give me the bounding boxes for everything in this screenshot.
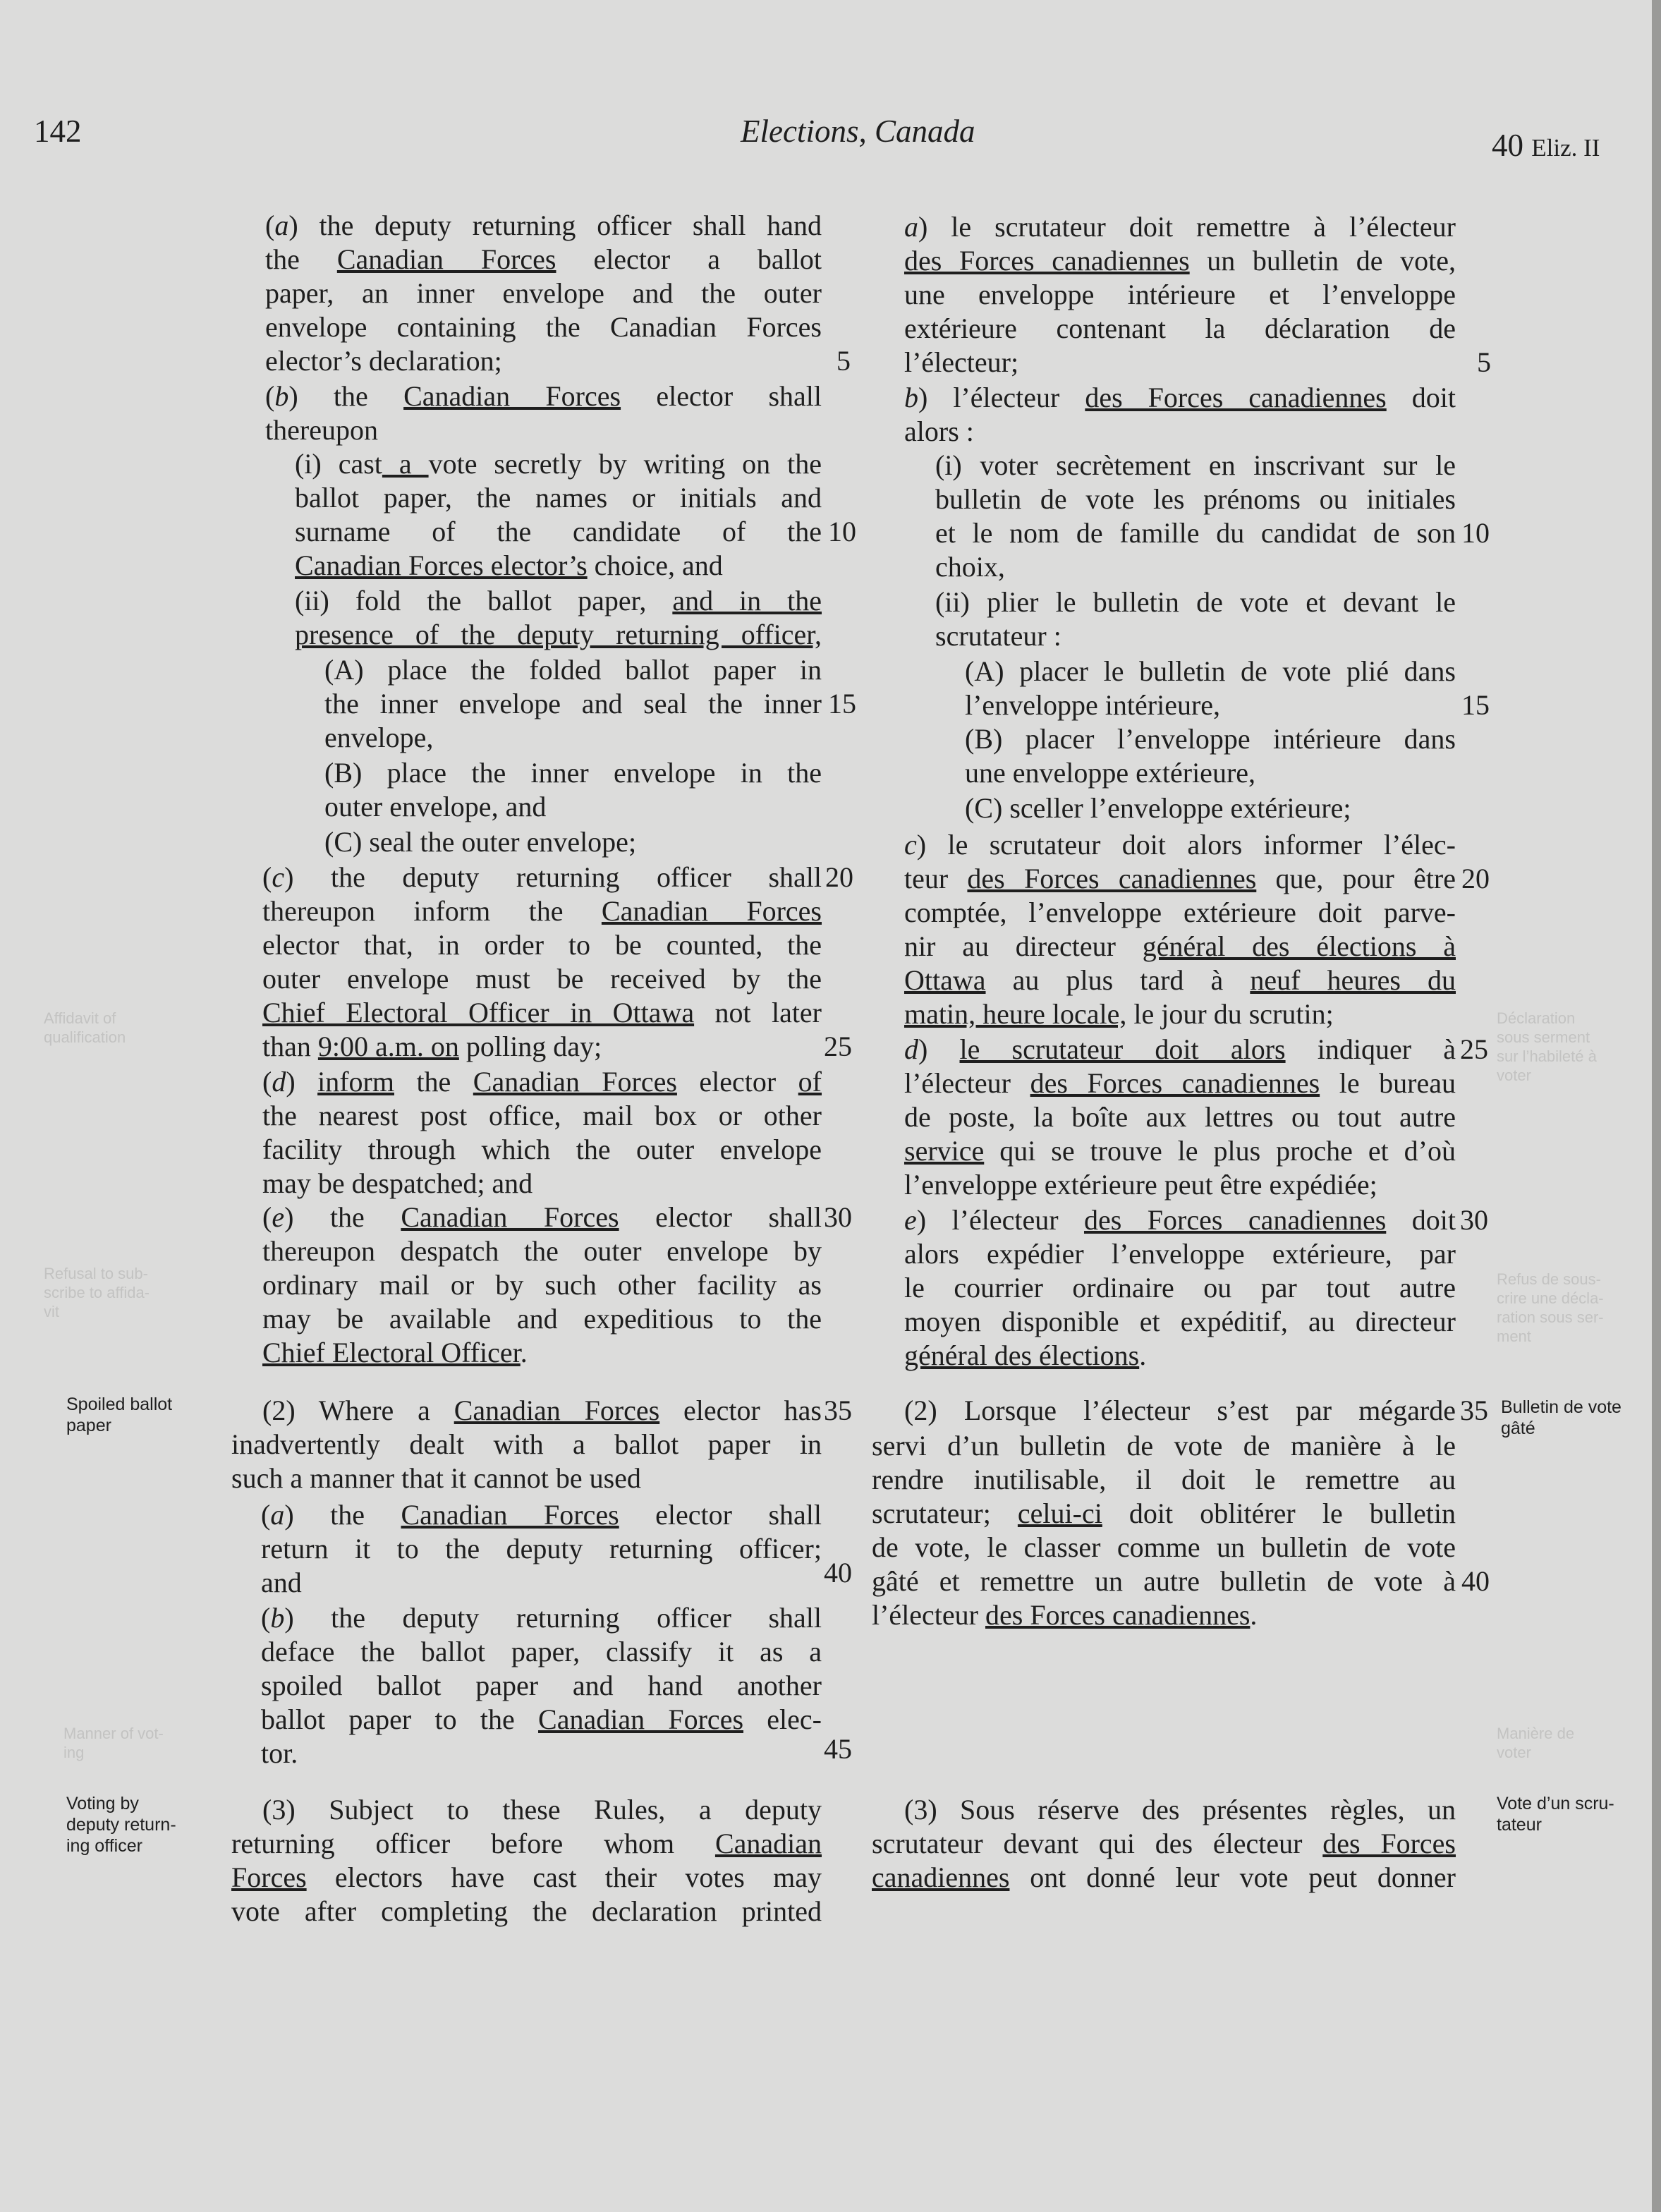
english-text-line: the Canadian Forces elector a ballot xyxy=(265,243,822,275)
line-number: 35 xyxy=(1460,1394,1488,1426)
line-number: 30 xyxy=(824,1201,852,1233)
regnal-name: Eliz. II xyxy=(1531,134,1600,162)
english-text-line: (A) place the folded ballot paper in xyxy=(324,654,822,686)
margin-note-line: tateur xyxy=(1497,1815,1542,1835)
margin-note-vote-scrutateur xyxy=(1497,1793,1614,1835)
ghost-note xyxy=(63,1724,164,1762)
ghost-line: vit xyxy=(44,1303,59,1320)
french-text-line: e) l’électeur des Forces canadiennes doit xyxy=(904,1204,1456,1236)
english-text-line: ballot paper to the Canadian Forces elec- xyxy=(261,1703,822,1735)
line-number: 10 xyxy=(1461,517,1490,549)
running-title: Elections, Canada xyxy=(741,114,975,149)
margin-note-line: gâté xyxy=(1501,1418,1535,1438)
french-text-line: l’électeur des Forces canadiennes le bureau xyxy=(904,1067,1456,1099)
french-text-line: canadiennes ont donné leur vote peut donner xyxy=(872,1861,1456,1893)
french-text-line: (B) placer l’enveloppe intérieure dans xyxy=(965,723,1456,755)
english-text-line: and xyxy=(261,1567,302,1598)
ghost-line: Refusal to sub- xyxy=(44,1265,148,1282)
english-text-line: may be available and expeditious to the xyxy=(262,1303,822,1335)
english-text-line: (2) Where a Canadian Forces elector has xyxy=(262,1394,822,1426)
ghost-line: Manière de xyxy=(1497,1725,1575,1742)
line-number: 25 xyxy=(824,1031,852,1062)
english-text-line: (e) the Canadian Forces elector shall xyxy=(262,1201,822,1233)
margin-note-bulletin-gate xyxy=(1501,1397,1622,1439)
french-text-line: alors expédier l’enveloppe extérieure, par xyxy=(904,1238,1456,1270)
french-text-line: (2) Lorsque l’électeur s’est par mégarde xyxy=(904,1394,1456,1426)
line-number: 20 xyxy=(1461,863,1490,894)
english-text-line: tor. xyxy=(261,1737,298,1769)
french-text-line: (i) voter secrètement en inscrivant sur le xyxy=(935,449,1456,481)
english-text-line: surname of the candidate of the xyxy=(295,516,822,547)
ghost-line: Refus de sous- xyxy=(1497,1270,1601,1288)
french-text-line: l’enveloppe extérieure peut être expédiée; xyxy=(904,1169,1377,1201)
english-text-line: spoiled ballot paper and hand another xyxy=(261,1670,822,1701)
english-text-line: Canadian Forces elector’s choice, and xyxy=(295,549,723,581)
margin-note-line: Voting by xyxy=(66,1794,139,1813)
french-text-line: général des élections. xyxy=(904,1339,1147,1371)
english-text-line: the inner envelope and seal the inner xyxy=(324,688,822,719)
french-text-line: moyen disponible et expéditif, au directeur xyxy=(904,1306,1456,1337)
line-number: 40 xyxy=(1461,1565,1490,1597)
line-number: 15 xyxy=(1461,689,1490,721)
line-number: 25 xyxy=(1460,1033,1488,1065)
line-number: 40 xyxy=(824,1557,852,1588)
ghost-line: scribe to affida- xyxy=(44,1284,150,1301)
english-text-line: may be despatched; and xyxy=(262,1167,533,1199)
margin-note-line: Bulletin de vote xyxy=(1501,1397,1622,1417)
line-number: 10 xyxy=(828,516,856,547)
line-number: 45 xyxy=(824,1733,852,1765)
english-text-line: ordinary mail or by such other facility as xyxy=(262,1269,822,1301)
english-text-line: return it to the deputy returning officer; xyxy=(261,1533,822,1564)
french-text-line: une enveloppe intérieure et l’enveloppe xyxy=(904,279,1456,310)
ghost-line: sur l’habileté à xyxy=(1497,1047,1597,1065)
ghost-note xyxy=(1497,1724,1574,1762)
french-text-line: teur des Forces canadiennes que, pour être xyxy=(904,863,1456,894)
line-number: 20 xyxy=(825,861,853,893)
english-text-line: (b) the Canadian Forces elector shall xyxy=(265,380,822,412)
french-text-line: nir au directeur général des élections à xyxy=(904,930,1456,962)
french-text-line: (A) placer le bulletin de vote plié dans xyxy=(965,655,1456,687)
english-text-line: (a) the deputy returning officer shall hand xyxy=(265,209,822,241)
french-text-line: service qui se trouve le plus proche et d’où xyxy=(904,1135,1456,1167)
ghost-line: Manner of vot- xyxy=(63,1725,164,1742)
french-text-line: c) le scrutateur doit alors informer l’élec- xyxy=(904,829,1456,861)
english-text-line: than 9:00 a.m. on polling day; xyxy=(262,1031,602,1062)
english-text-line: (d) inform the Canadian Forces elector of xyxy=(262,1066,822,1098)
english-text-line: (3) Subject to these Rules, a deputy xyxy=(262,1794,822,1825)
french-text-line: (C) sceller l’enveloppe extérieure; xyxy=(965,792,1351,824)
line-number: 15 xyxy=(828,688,856,719)
french-text-line: des Forces canadiennes un bulletin de vote, xyxy=(904,245,1456,276)
regnal-year xyxy=(1492,126,1600,168)
french-text-line: l’électeur des Forces canadiennes. xyxy=(872,1599,1258,1631)
french-text-line: le courrier ordinaire ou par tout autre xyxy=(904,1272,1456,1304)
ghost-line: qualification xyxy=(44,1028,126,1046)
margin-note-spoiled-ballot xyxy=(66,1394,172,1436)
french-text-line: b) l’électeur des Forces canadiennes doit xyxy=(904,382,1456,413)
english-text-line: envelope containing the Canadian Forces xyxy=(265,311,822,343)
line-number: 30 xyxy=(1460,1204,1488,1236)
english-text-line: thereupon despatch the outer envelope by xyxy=(262,1235,822,1267)
ghost-line: voter xyxy=(1497,1744,1531,1761)
english-text-line: (a) the Canadian Forces elector shall xyxy=(261,1499,822,1531)
french-text-line: extérieure contenant la déclaration de xyxy=(904,312,1456,344)
french-text-line: scrutateur; celui-ci doit oblitérer le bulletin xyxy=(872,1497,1456,1529)
english-text-line: (B) place the inner envelope in the xyxy=(324,757,822,789)
ghost-line: sous serment xyxy=(1497,1028,1590,1046)
french-text-line: comptée, l’enveloppe extérieure doit parve- xyxy=(904,897,1456,928)
english-text-line: (ii) fold the ballot paper, and in the xyxy=(295,585,822,616)
french-text-line: l’enveloppe intérieure, xyxy=(965,689,1221,721)
ghost-note xyxy=(44,1009,126,1047)
french-text-line: d) le scrutateur doit alors indiquer à xyxy=(904,1033,1456,1065)
french-text-line: gâté et remettre un autre bulletin de vote à xyxy=(872,1565,1456,1597)
french-text-line: (ii) plier le bulletin de vote et devant le xyxy=(935,586,1456,618)
ghost-line: crire une décla- xyxy=(1497,1289,1604,1307)
english-text-line: the nearest post office, mail box or other xyxy=(262,1100,822,1131)
english-text-line: elector that, in order to be counted, the xyxy=(262,929,822,961)
french-text-line: et le nom de famille du candidat de son xyxy=(935,517,1456,549)
english-text-line: such a manner that it cannot be used xyxy=(231,1462,641,1494)
french-text-line: a) le scrutateur doit remettre à l’électeur xyxy=(904,211,1456,243)
line-number: 5 xyxy=(1477,346,1491,378)
english-text-line: paper, an inner envelope and the outer xyxy=(265,277,822,309)
english-text-line: (i) cast a vote secretly by writing on the xyxy=(295,448,822,480)
english-text-line: Chief Electoral Officer. xyxy=(262,1337,528,1368)
ghost-line: Déclaration xyxy=(1497,1009,1576,1027)
english-text-line: outer envelope, and xyxy=(324,791,547,822)
english-text-line: thereupon xyxy=(265,414,378,446)
english-text-line: Forces electors have cast their votes may xyxy=(231,1861,822,1893)
english-text-line: facility through which the outer envelope xyxy=(262,1134,822,1165)
english-text-line: ballot paper, the names or initials and xyxy=(295,482,822,514)
ghost-note xyxy=(1497,1009,1597,1085)
french-text-line: choix, xyxy=(935,551,1005,583)
english-text-line: elector’s declaration; xyxy=(265,345,502,377)
ghost-line: ration sous ser- xyxy=(1497,1308,1604,1326)
french-text-line: scrutateur : xyxy=(935,620,1061,652)
margin-note-line: ing officer xyxy=(66,1836,142,1856)
english-text-line: returning officer before whom Canadian xyxy=(231,1828,822,1859)
ghost-note xyxy=(44,1264,150,1321)
french-text-line: rendre inutilisable, il doit le remettre au xyxy=(872,1464,1456,1495)
english-text-line: deface the ballot paper, classify it as a xyxy=(261,1636,822,1667)
english-text-line: Chief Electoral Officer in Ottawa not later xyxy=(262,997,822,1028)
french-text-line: bulletin de vote les prénoms ou initiales xyxy=(935,483,1456,515)
ghost-note xyxy=(1497,1270,1604,1346)
margin-note-line: deputy return- xyxy=(66,1815,176,1835)
ghost-line: ment xyxy=(1497,1327,1531,1345)
page-number: 142 xyxy=(34,114,82,149)
english-text-line: (C) seal the outer envelope; xyxy=(324,826,637,858)
english-text-line: (b) the deputy returning officer shall xyxy=(261,1602,822,1634)
english-text-line: envelope, xyxy=(324,722,434,753)
line-number: 5 xyxy=(836,345,851,377)
french-text-line: de poste, la boîte aux lettres ou tout autre xyxy=(904,1101,1456,1133)
french-text-line: une enveloppe extérieure, xyxy=(965,757,1256,789)
french-text-line: scrutateur devant qui des électeur des Forces xyxy=(872,1828,1456,1859)
french-text-line: alors : xyxy=(904,415,974,447)
english-text-line: inadvertently dealt with a ballot paper in xyxy=(231,1428,822,1460)
english-text-line: thereupon inform the Canadian Forces xyxy=(262,895,822,927)
line-number: 35 xyxy=(824,1394,852,1426)
margin-note-voting-by-dro xyxy=(66,1793,176,1857)
margin-note-line: Spoiled ballot xyxy=(66,1394,173,1414)
french-text-line: de vote, le classer comme un bulletin de vote xyxy=(872,1531,1456,1563)
english-text-line: (c) the deputy returning officer shall xyxy=(262,861,822,893)
english-text-line: presence of the deputy returning officer, xyxy=(295,619,822,650)
margin-note-line: Vote d’un scru- xyxy=(1497,1794,1614,1813)
page-edge xyxy=(1652,0,1661,2212)
french-text-line: Ottawa au plus tard à neuf heures du xyxy=(904,964,1456,996)
french-text-line: matin, heure locale, le jour du scrutin; xyxy=(904,998,1334,1030)
ghost-line: ing xyxy=(63,1744,85,1761)
french-text-line: servi d’un bulletin de vote de manière à le xyxy=(872,1430,1456,1462)
margin-note-line: paper xyxy=(66,1416,111,1435)
french-text-line: l’électeur; xyxy=(904,346,1019,378)
english-text-line: outer envelope must be received by the xyxy=(262,963,822,995)
ghost-line: voter xyxy=(1497,1066,1531,1084)
french-text-line: (3) Sous réserve des présentes règles, un xyxy=(904,1794,1456,1825)
english-text-line: vote after completing the declaration printed xyxy=(231,1895,822,1927)
ghost-line: Affidavit of xyxy=(44,1009,116,1027)
regnal-number: 40 xyxy=(1492,128,1523,163)
